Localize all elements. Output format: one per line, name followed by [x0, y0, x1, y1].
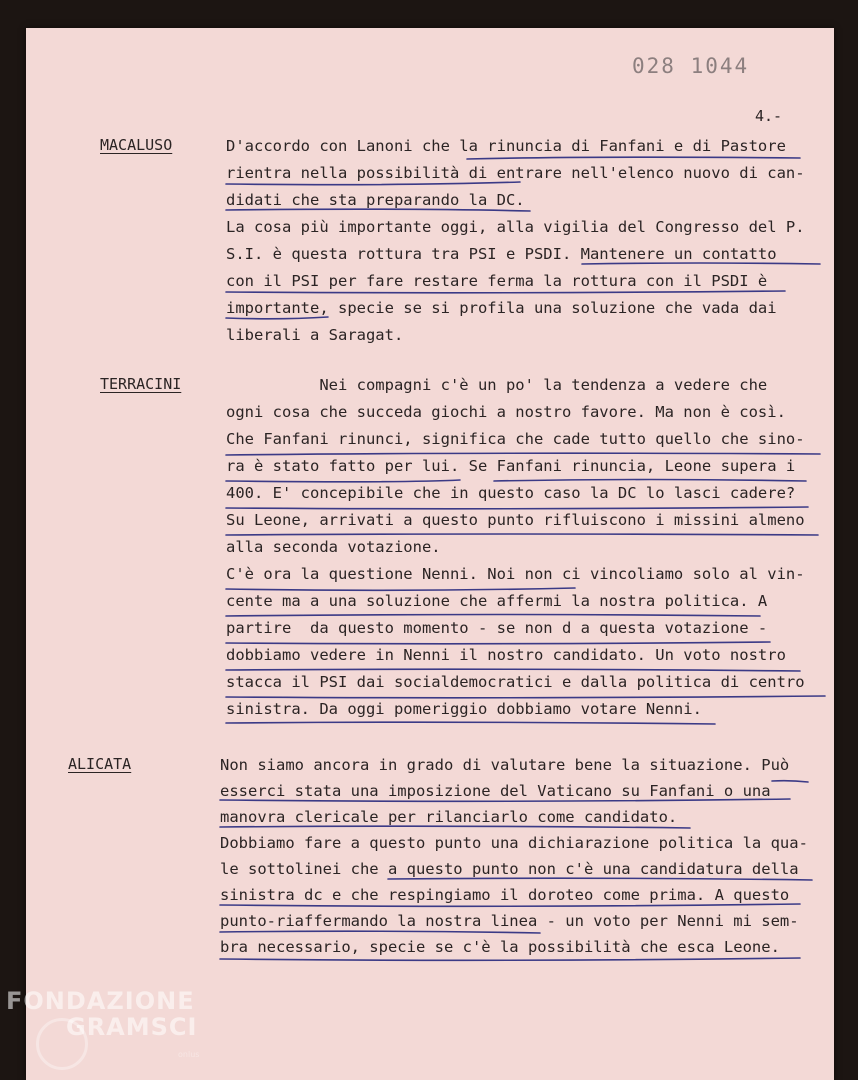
- text-line: importante, specie se si profila una soluzione che vada dai: [226, 299, 777, 317]
- text-line: partire da questo momento - se non d a questa votazione -: [226, 619, 768, 637]
- underline-mark: [220, 799, 790, 801]
- underline-mark: [226, 615, 760, 617]
- text-line: S.I. è questa rottura tra PSI e PSDI. Mantenere un contatto: [226, 245, 777, 263]
- underline-mark: [226, 507, 808, 509]
- speaker-label: MACALUSO: [100, 136, 173, 154]
- underline-mark: [226, 722, 715, 724]
- text-line: La cosa più importante oggi, alla vigilia del Congresso del P.: [226, 218, 805, 236]
- text-line: manovra clericale per rilanciarlo come candidato.: [220, 808, 678, 826]
- underline-mark: [226, 669, 800, 671]
- underline-mark: [226, 453, 820, 455]
- text-line: sinistra. Da oggi pomeriggio dobbiamo votare Nenni.: [226, 700, 702, 718]
- text-line: D'accordo con Lanoni che la rinuncia di Fanfani e di Pastore: [226, 137, 786, 155]
- text-line: le sottolinei che a questo punto non c'è una candidatura della: [220, 860, 799, 878]
- underline-mark: [226, 317, 328, 319]
- underline-mark: [494, 480, 806, 482]
- underline-mark: [226, 182, 520, 185]
- underline-mark: [388, 878, 812, 880]
- underline-mark: [226, 480, 460, 482]
- underline-mark: [582, 263, 820, 264]
- underline-mark: [226, 588, 575, 590]
- text-line: C'è ora la questione Nenni. Noi non ci vincoliamo solo al vin-: [226, 565, 805, 583]
- text-line: sinistra dc e che respingiamo il doroteo come prima. A questo: [220, 886, 790, 904]
- text-line: Nei compagni c'è un po' la tendenza a vedere che: [226, 376, 768, 394]
- text-line: didati che sta preparando la DC.: [226, 191, 525, 209]
- underline-mark: [226, 696, 825, 698]
- logo-circle-icon: [36, 1018, 88, 1070]
- watermark-logo: [6, 988, 197, 1040]
- text-line: liberali a Saragat.: [226, 326, 404, 344]
- underline-mark: [220, 826, 690, 828]
- text-line: 400. E' concepibile che in questo caso la DC lo lasci cadere?: [226, 484, 796, 502]
- watermark-sub: onlus: [178, 1050, 200, 1059]
- watermark-line1: FONDAZIONE: [6, 987, 195, 1015]
- text-line: ogni cosa che succeda giochi a nostro favore. Ma non è così.: [226, 403, 786, 421]
- text-line: Che Fanfani rinunci, significa che cade tutto quello che sino-: [226, 430, 805, 448]
- text-line: dobbiamo vedere in Nenni il nostro candidato. Un voto nostro: [226, 646, 786, 664]
- underline-mark: [226, 209, 530, 211]
- text-line: punto-riaffermando la nostra linea - un voto per Nenni mi sem-: [220, 912, 799, 930]
- underline-mark: [220, 958, 800, 960]
- text-line: bra necessario, specie se c'è la possibilità che esca Leone.: [220, 938, 780, 956]
- speaker-label: TERRACINI: [100, 375, 182, 393]
- archive-stamp: 028 1044: [632, 54, 750, 78]
- text-line: alla seconda votazione.: [226, 538, 441, 556]
- speaker-label: ALICATA: [68, 755, 132, 773]
- underline-mark: [226, 291, 785, 293]
- watermark-line2: GRAMSCI: [66, 1013, 198, 1041]
- underline-mark: [467, 157, 800, 159]
- text-line: stacca il PSI dai socialdemocratici e dalla politica di centro: [226, 673, 805, 691]
- underline-mark: [220, 931, 540, 933]
- text-line: Non siamo ancora in grado di valutare bene la situazione. Può: [220, 756, 790, 774]
- text-line: rientra nella possibilità di entrare nell'elenco nuovo di can-: [226, 164, 805, 182]
- underline-mark: [772, 781, 808, 782]
- text-line: cente ma a una soluzione che affermi la nostra politica. A: [226, 592, 768, 610]
- text-line: Su Leone, arrivati a questo punto rifluiscono i missini almeno: [226, 511, 805, 529]
- page-number: 4.-: [755, 107, 783, 125]
- text-line: esserci stata una imposizione del Vaticano su Fanfani o una: [220, 782, 771, 800]
- text-line: Dobbiamo fare a questo punto una dichiarazione politica la qua-: [220, 834, 808, 852]
- text-line: con il PSI per fare restare ferma la rottura con il PSDI è: [226, 272, 768, 290]
- underline-mark: [226, 534, 818, 535]
- text-line: ra è stato fatto per lui. Se Fanfani rinuncia, Leone supera i: [226, 457, 796, 475]
- underline-mark: [226, 642, 770, 644]
- underline-mark: [220, 904, 800, 906]
